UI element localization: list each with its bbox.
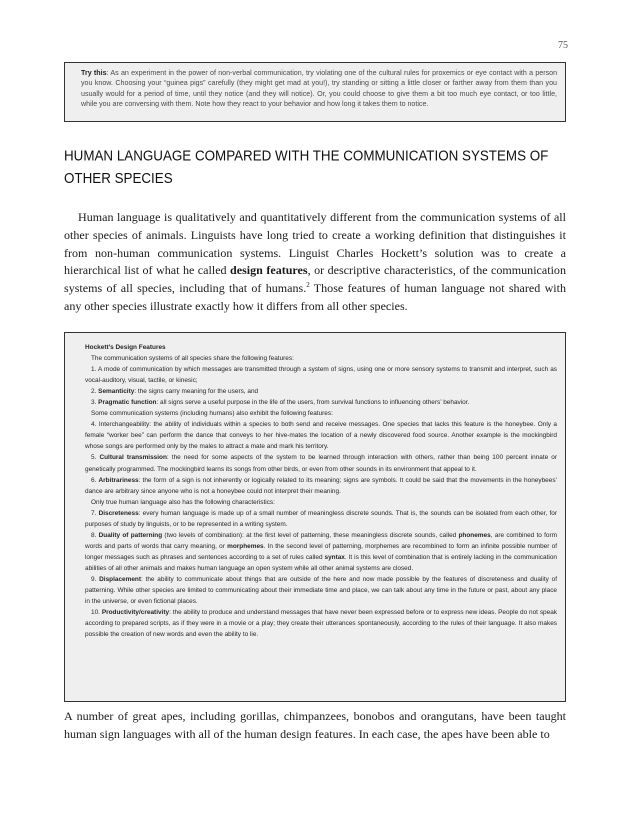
feature-9 xyxy=(85,574,557,607)
feature-8-text-a: (two levels of combination): at the first level of patterning, these meaningless discrete sounds, called xyxy=(162,531,459,539)
section-heading: HUMAN LANGUAGE COMPARED WITH THE COMMUNICATION SYSTEMS OF OTHER SPECIES xyxy=(64,147,549,187)
feature-6 xyxy=(85,475,557,497)
try-this-callout xyxy=(64,62,566,122)
feature-10-number: 10. xyxy=(91,609,102,617)
features-intro-only: Only true human language also has the following characteristics: xyxy=(91,498,275,506)
feature-2 xyxy=(85,386,557,397)
feature-2-term: Semanticity xyxy=(98,388,135,396)
feature-3 xyxy=(85,397,557,408)
feature-5 xyxy=(85,452,557,474)
feature-8 xyxy=(85,530,557,574)
intro-text-2: , or descriptive characteristics, of the communication systems of all species, including that of humans. xyxy=(64,263,566,296)
intro-paragraph xyxy=(64,209,566,316)
feature-2-number: 2. xyxy=(91,388,99,396)
feature-7 xyxy=(85,508,557,530)
feature-7-number: 7. xyxy=(91,509,99,517)
feature-9-text: : the ability to communicate about things that are outside of the here and now made possible by the features of discreteness and duality of patterning. While other species are limited to communicating about their immediate time and place, we can talk about any time in the future or past, about any place in the universe, or even fictional places. xyxy=(85,575,557,606)
features-intro-all: The communication systems of all species share the following features: xyxy=(91,355,294,363)
feature-9-number: 9. xyxy=(91,575,100,583)
feature-2-text: : the signs carry meaning for the users, and xyxy=(134,388,259,396)
feature-8-term-phonemes: phonemes xyxy=(458,531,491,539)
feature-1: 1. A mode of communication by which messages are transmitted through a system of signs, using one or more sensory systems to transmit and interpret, such as vocal-auditory, visual, tactile, or kinesic; xyxy=(85,366,557,385)
intro-bold-term: design features xyxy=(230,263,308,278)
try-this-text: : As an experiment in the power of non-verbal communication, try violating one of the cultural rules for proxemics or eye contact with a person you know. Choosing your “guinea pigs” carefully (they might get mad at you!), try standing or sitting a little closer or farther away from them than you usually would for a period of time, until they notice (and they will notice). Or, you could choose to give them a bit too much eye contact, or too little, while you are conversing with them. Note how they react to your behavior and how long it takes them to notice. xyxy=(81,69,558,109)
feature-7-text: : every human language is made up of a small number of meaningless discrete sounds. That is, the sounds can be isolated from each other, for purposes of study by linguists, or to be represented in a writing system. xyxy=(85,509,557,528)
features-intro-some: Some communication systems (including humans) also exhibit the following features: xyxy=(91,410,333,418)
feature-7-term: Discreteness xyxy=(98,509,139,517)
feature-6-term: Arbitrariness xyxy=(98,476,139,484)
feature-8-term-syntax: syntax xyxy=(324,553,345,561)
feature-3-term: Pragmatic function xyxy=(98,399,157,407)
apes-paragraph: A number of great apes, including gorillas, chimpanzees, bonobos and orangutans, have been taught human sign languages with all of the human design features. In each case, the apes have been able to xyxy=(64,709,566,741)
feature-5-term: Cultural transmission xyxy=(99,454,167,462)
page-number: 75 xyxy=(558,40,568,51)
try-this-label: Try this xyxy=(81,69,107,77)
intro-text-3: Those features of human language not shared with any other species illustrate exactly how it differs from all other species. xyxy=(64,281,567,313)
intro-text-1: Human language is qualitatively and quantitatively different from the communication systems of all other species of animals. Linguists have long tried to create a working definition that distinguishes it from non-human communication systems. Linguist Charles Hockett’s solution was to create a hierarchical list of what he called xyxy=(64,210,566,278)
feature-8-text-d: . It is this level of combination that is entirely lacking in the communication abilities of all other animals and makes human language an open system while all other animal systems are closed. xyxy=(85,553,557,572)
feature-5-number: 5. xyxy=(91,454,100,462)
feature-5-text: : the need for some aspects of the system to be learned through interaction with others, rather than being 100 percent innate or genetically programmed. The mockingbird learns its songs from other birds, or even from other sounds in its environment that appeal to it. xyxy=(85,454,557,473)
feature-3-number: 3. xyxy=(91,399,99,407)
feature-4: 4. Interchangeability: the ability of individuals within a species to both send and receive messages. One species that lacks this feature is the honeybee. Only a female “worker bee” can perform the dance that conveys to her hive-mates the location of a newly discovered food source. Another example is the mockingbird whose songs are performed only by the males to attract a mate and mark his territory. xyxy=(85,421,557,451)
design-features-box xyxy=(64,332,566,702)
feature-8-term-morphemes: morphemes xyxy=(227,542,264,550)
feature-3-text: : all signs serve a useful purpose in the life of the users, from survival functions to influencing others’ behavior. xyxy=(156,399,470,407)
feature-8-number: 8. xyxy=(91,531,99,539)
feature-8-text-b: , are combined to form words and parts of words that carry meaning, or xyxy=(85,531,557,550)
feature-10-text: : the ability to produce and understand messages that have never been expressed before or to express new ideas. People do not speak according to prepared scripts, as if they were in a movie or a play; they create their utterances spontaneously, according to the rules of their language. It also makes possible the creation of new words and even the ability to lie. xyxy=(85,609,557,639)
footnote-marker: 2 xyxy=(306,281,310,290)
feature-8-text-c: . In the second level of patterning, morphemes are recombined to form an infinite possible number of longer messages such as phrases and sentences according to a set of rules called xyxy=(85,542,557,561)
feature-10 xyxy=(85,607,557,640)
feature-6-number: 6. xyxy=(91,476,99,484)
feature-6-text: : the form of a sign is not inherently or logically related to its meaning; signs are symbols. It could be said that the movements in the honeybees’ dance are arbitrary since anyone who is not a honeybee could not interpret their meaning. xyxy=(85,476,557,495)
feature-10-term: Productivity/creativity xyxy=(101,609,170,617)
feature-8-term: Duality of patterning xyxy=(98,531,163,539)
feature-9-term: Displacement xyxy=(99,575,142,583)
features-box-title: Hockett’s Design Features xyxy=(85,344,166,351)
